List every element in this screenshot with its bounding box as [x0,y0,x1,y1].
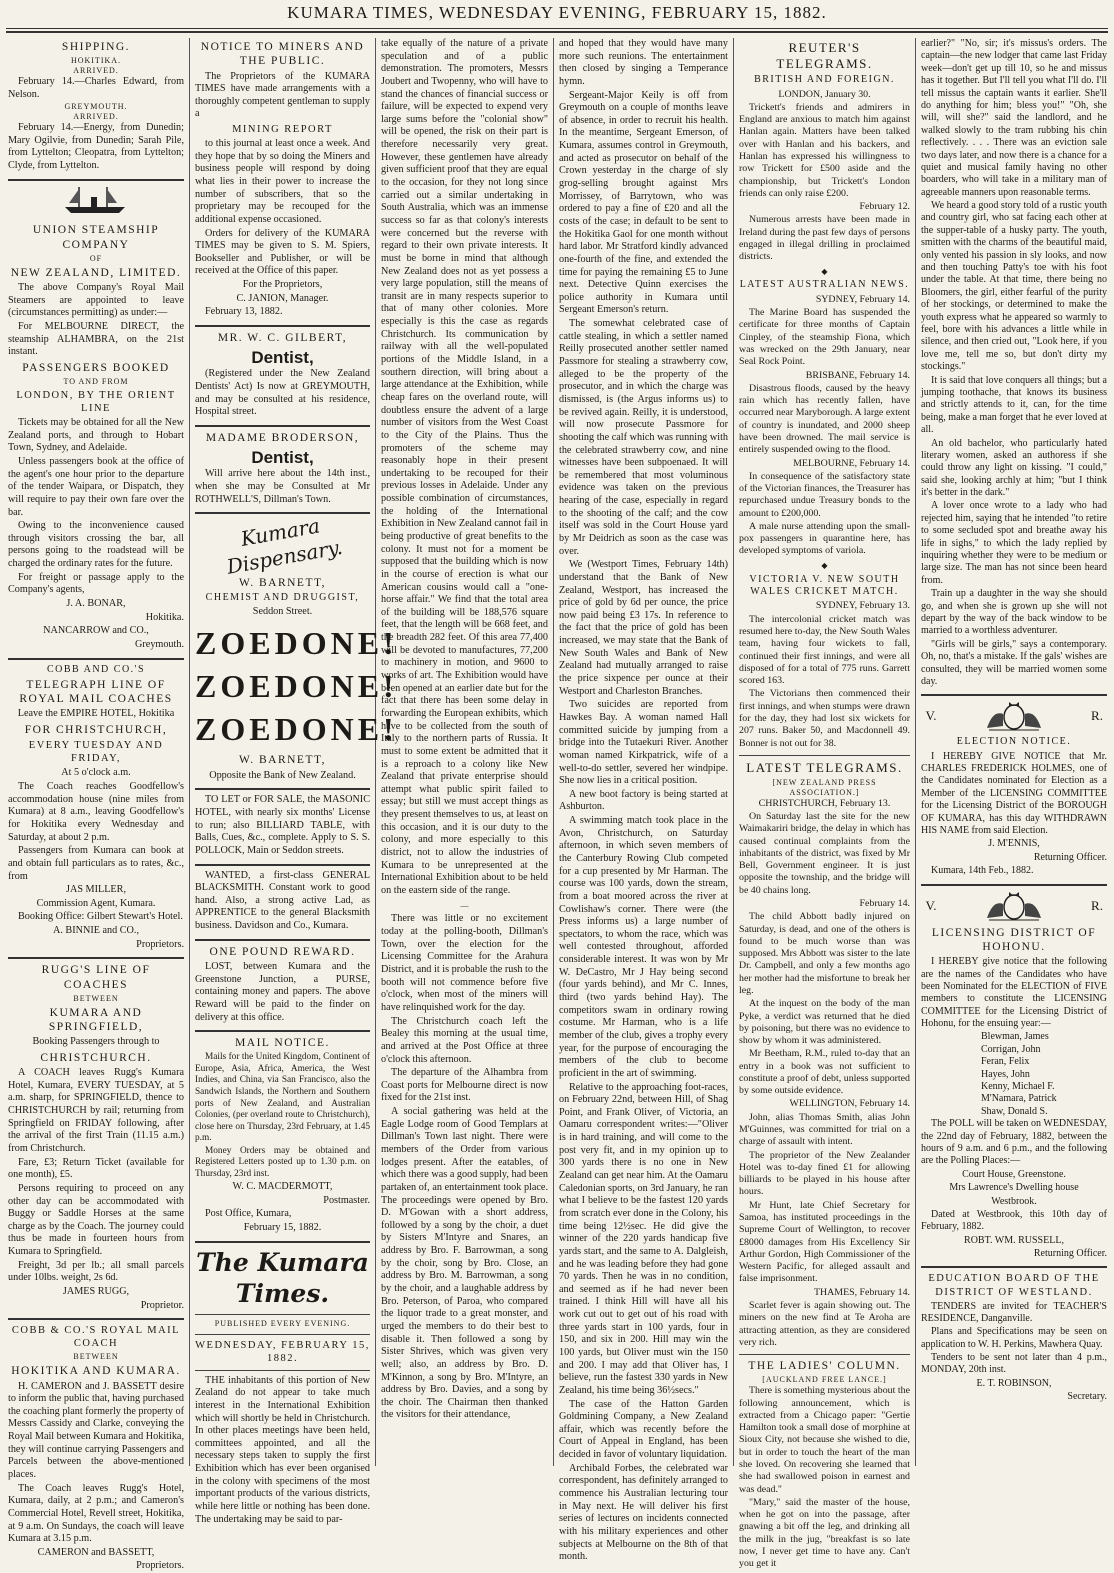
ladies-text: Train up a daughter in the way she should go, and when she is grown up she will not depart by the way of the back window to be married to a worthless adventurer. [921,588,1107,637]
union-text: The above Company's Royal Mail Steamers are appointed to leave (circumstances permitting) as under:— [8,282,184,319]
rugg-proprietor: Proprietor. [140,1299,184,1311]
column-divider [375,38,376,1466]
freight-text: For freight or passage apply to the Company's agents, [8,571,184,596]
telegram-text: On Saturday last the site for the new Waimakariri bridge, the delay in which has caused continual complaints from the inhabitants of the district, was fixed by Mr Bell, Government engineer. It is just opposite the township, and the bridge will be 40 chains long. [739,811,910,896]
press-association: [NEW ZEALAND PRESS ASSOCIATION.] [772,777,877,797]
gilbert-dentist: Dentist, [251,348,314,368]
dateline: SYDNEY, February 13. [815,600,910,612]
editorial-text: THE inhabitants of this portion of New Zealand do not appear to take much interest in the International Exhibition which will shortly be held in Christchurch. In other places meetings have been held, committees appointed, and all the necessary steps taken to supply the first Exhibition which has ever been organised in the colony with specimens of the most important products of the various districts, while here little or nothing has been done. The undertaking may be said to par- [195,1374,370,1525]
telegram-text: Scarlet fever is again showing out. The miners on the new find at Te Aroha are attracting attention, as they are considered very rich. [739,1299,910,1348]
news-item: A new boot factory is being started at Ashburton. [559,788,728,813]
ladies-text: An old bachelor, who particularly hated literary women, asked an authoress if she could throw any light on kissing. "I could," said she, looking archly at him; "but I think it's better in the dark." [921,437,1107,499]
coat-of-arms-icon [979,700,1049,732]
seddon-street: Seddon Street. [252,606,313,618]
ladies-text: A lover once wrote to a lady who had rejected him, saying that he intended "to retire to some secluded spot and breathe away his life in sighs," to which the lady replied by inquiring whether they were to be medium or large size. The man has not since been heard from. [921,500,1107,586]
ladies-text: It is said that love conquers all things; but a jumping toothache, that knows its business and strictly attends to it, can, for the time being, make a man forget that he ever loved at all. [921,374,1107,436]
wanted-text: WANTED, a first-class GENERAL BLACKSMITH. Constant work to good hand. Also, a strong active Lad, as APPRENTICE to the general Blacksmith business. Davidson and Co., Kumara. [195,869,370,932]
mining-report: MINING REPORT [232,124,333,136]
ladies-text: "Girls will be girls," says a contemporary. Oh, no, that's a mistake. If the gals' wishes are consulted, they will be married women some day. [921,638,1107,687]
between-label: BETWEEN [73,993,119,1003]
rule [195,1370,370,1371]
cameron-proprietors: Proprietors. [136,1560,184,1572]
licensing-text: I HEREBY give notice that the following are the names of the Candidates who have been Nominated for the ELECTION of FIVE members to constitute the LICENSING COMMITTEE for the Licensing District of Hohonu, for the ensuing year:— [921,956,1107,1030]
polling-place: Court House, Greenstone. [962,1168,1066,1180]
booking-office: Booking Office: Gilbert Stewart's Hotel. [18,911,183,923]
rule [8,179,184,181]
passengers-text: Passengers from Kumara can book at and obtain full particulars as to rates, &c., from [8,845,184,882]
agent-location: Hokitika. [145,611,184,623]
robinson-name: E. T. ROBINSON, [976,1377,1052,1389]
reuters-title: REUTER'S TELEGRAMS. [776,40,873,72]
dateline: THAMES, February 14. [814,1286,910,1298]
reward-title: ONE POUND REWARD. [209,945,356,958]
mail-date: February 15, 1882. [243,1222,322,1234]
telegram-text: At the inquest on the body of the man Pyke, a verdict was returned that he died by poisoning, but there was no evidence to show by whom it was administered. [739,998,910,1047]
telegram-text: A male nurse attending upon the small-pox passengers in quarantine here, has developed symptoms of variola. [739,520,910,557]
dateline: WELLINGTON, February 14. [789,1098,910,1110]
published-every-evening: PUBLISHED EVERY EVENING. [214,1318,351,1328]
at-five: At 5 o'clock a.m. [61,767,131,779]
macdermott-name: W. C. MACDERMOTT, [232,1181,333,1193]
broderson-name: MADAME BRODERSON, [205,431,360,444]
separator: ◆ [821,266,828,276]
polling-place: Westbrook. [991,1195,1037,1207]
rule [195,939,370,941]
union-nz: NEW ZEALAND, LIMITED. [10,266,182,279]
australian-news-title: LATEST AUSTRALIAN NEWS. [739,279,910,291]
returning-officer: Returning Officer. [1033,851,1107,863]
telegraph-line: TELEGRAPH LINE OF ROYAL MAIL COACHES [19,678,173,706]
rule [921,694,1107,696]
column-1 [8,38,184,1572]
editorial-continued: take equally of the nature of a private speculation and of a public demonstration. The promoters, Messrs Joubert and Twopenny, who will have to stand the chances of financial success or failure, will be expected to expend very large sums before the "colonial show" will be opened, the risk on their part is therefore necessarily very great. However, these gentlemen have already given sufficient proof that they are equal to the occasion, for they not long since carried out a similar undertaking in South Australia, which was an immense success so far as that colony's interests were concerned but the reverse with regard to their own private interests. It must be borne in mind that although New Zealand does not as yet possess a very large population, still the means of transit are in many respects superior to that of many other colonies. More especially is this the case as regards Christchurch. Its communication by railway with all the well-populated portions of the Middle Island, in a southern direction, will bring about a large attendance at the Exhibition, while cheap fares on the overland route, will doubtless ensure the advent of a large number of visitors from the West Coast to the City of the Plains. Thus the promoters of the scheme may reasonably hope in their present undertaking to be recouped for their previous losses in Adelaide. Under any possible combination of circumstances, the holding of the International Exhibition in New Zealand cannot fail in being productive of great benefits to the colony. It must not for a moment be supposed that the building which is now in the course of erection is what our American cousins would call a "one-horse affair." We find that the total area of the building will be 188,576 square feet, that the length will be 668 feet, and the breadth 282 feet. Of this area 77,400 will be devoted to manufactures, 77,200 to machinery in motion, and 9600 to works of art. The Exhibition would have been opened at an earlier date but for the fact that there has been some delay in forwarding the European exhibits, which have to be collected from the south of Italy to the northern parts of Russia. It must to some extent be admitted that it is a reproach to a colony like New Zealand that private enterprise should attempt what public spirit failed to essay; but still we must accept things as they present themselves to us, at least on this occasion, and it is our duty to the colony, and more especially to this district, not to allow the industries of Kumara to be unrepresented at the International Exhibition about to be held on the eastern side of the range. [381,38,548,896]
dateline: LONDON, January 30. [778,88,871,100]
election-notice-title: ELECTION NOTICE. [956,736,1072,748]
freight-rates: Freight, 3d per lb.; all small parcels under 10lbs. weight, 2s 6d. [8,1259,184,1284]
rule [921,884,1107,886]
dated-text: Dated at Westbrook, this 10th day of February, 1882. [921,1208,1107,1233]
secretary-label: Secretary. [1067,1391,1107,1403]
rule [195,1334,370,1335]
royal-crest [921,890,1107,922]
miller-agent: Commission Agent, Kumara. [36,897,156,909]
russell-name: ROBT. WM. RUSSELL, [964,1234,1064,1246]
news-item: A swimming match took place in the Avon, Christchurch, on Saturday afternoon, in which seven members of the Canterbury Rowing Club competed for a cup presented by Mr Harman. The course was 100 yards, down the stream, from a boat moored across the river at Cowlishaw's corner. There were (the Press informs us) a large number of spectators, to whom the race, which was well contested throughout, afforded considerable interest. It was won by Mr W. DeCastro, Mr J Hay being second (four yards behind), and Mr C. Innes, third (two yards behind Hay). The competitors swam in ordinary rowing costume. Mr Harman, who is a life member of the club, gives a trophy every year, for the purpose of encouraging the members of the club to become proficient in the art of swimming. [559,815,728,1079]
lost-text: LOST, between Kumara and the Greenstone Junction, a PURSE, containing money and papers. The above Reward will be paid to the finder on delivery at this office. [195,961,370,1023]
candidate-name: Corrigan, John [981,1043,1041,1055]
auckland-free-lance: [AUCKLAND FREE LANCE.] [762,1375,887,1385]
passengers-booked: PASSENGERS BOOKED [22,361,170,374]
candidate-name: Kenny, Michael F. [981,1081,1055,1093]
owing-text: Owing to the inconvenience caused through visitors crossing the bar, all persons going to the roadstead will be charged the ordinary rates for the future. [8,520,184,570]
dispensary-title: Kumara Dispensary. [224,513,345,579]
rule [195,425,370,427]
notice-text: to this journal at least once a week. And they hope that by so doing the Miners and business people will respond by doing what lies in their power to increase the number of subscribers, that so the proprietary may be recouped for the additional expense occasioned. [195,138,370,225]
masthead-title: KUMARA TIMES, WEDNESDAY EVENING, FEBRUARY 15, 1882. [287,3,827,22]
dateline: MELBOURNE, February 14. [793,457,910,469]
zoedone-banner: ZOEDONE! [195,667,398,704]
agent-name: NANCARROW and CO., [43,625,149,637]
masthead [0,0,1114,30]
rule [195,1030,370,1032]
candidate-name: Shaw, Donald S. [981,1105,1048,1117]
crest-v: V. [925,897,937,913]
royal-crest [921,700,1107,732]
separator: ◆ [821,560,828,570]
chemist-druggist: CHEMIST AND DRUGGIST, [205,592,360,604]
broderson-text: Will arrive here about the 14th inst., when she may be Consulted at Mr ROTHWELL'S, Dillman's Town. [195,468,370,505]
ruggs-title: RUGG'S LINE OF COACHES [41,964,151,991]
ladies-text: We heard a good story told of a rustic youth and country girl, who sat facing each other at the supper-table of a husky party. The youth, smitten with the charms of the beautiful maid, only vented his passion in sly looks, and now and then touching Patty's toe with his foot under the table. At that time, there being no Bloomers, the girl, either fearful of the purity of her stockings, or determined to make the youth express what he appeared so warmly to feel, bore with his advances a little while in silence, and then cried out, "Look here, if you love me, tell me so, but don't dirty my stockings." [921,200,1107,373]
money-orders-text: Money Orders may be obtained and Registered Letters posted up to 1.30 p.m. on Thursday, 23rd inst. [195,1145,370,1179]
telegram-text: Mr Beetham, R.M., ruled to-day that an entry in a book was not sufficient to constitute a proof of debt, unless supported by some outside evidence. [739,1048,910,1097]
news-item: The Christchurch coach left the Bealey this morning at the usual time, and arrived at the Post Office at three o'clock this afternoon. [381,1015,548,1065]
between-label: BETWEEN [73,1352,119,1362]
zoedone-banner: ZOEDONE! [195,710,398,747]
ladies-column-title: THE LADIES' COLUMN. [748,1360,901,1373]
rule [8,1318,184,1320]
rugg-name: JAMES RUGG, [62,1286,130,1298]
telegram-text: The child Abbott badly injured on Saturday, is dead, and one of the others is found to be much worse than was supposed. Mrs Abbott was sister to the late Dr. Campbell, and only a few months ago her mother had the misfortune to break her leg. [739,911,910,996]
fare-text: Fare, £3; Return Ticket (available for one month), £5. [8,1156,184,1181]
mail-notice-title: MAIL NOTICE. [235,1037,330,1050]
postmaster-label: Postmaster. [323,1194,370,1206]
mennis-name: J. M'ENNIS, [988,838,1040,850]
telegram-text: Trickett's friends and admirers in England are anxious to match him against Hanlan again. Matters have been talked over with Hanlan and his backers, and Hanlan has expressed his willingness to row Trickett for £500 aside and the championship, but Trickett's London friends can only raise £200. [739,101,910,199]
christchurch: CHRISTCHURCH. [40,1051,152,1064]
polling-place: Mrs Lawrence's Dwelling house [949,1182,1079,1194]
rugg-coach-text: A COACH leaves Rugg's Kumara Hotel, Kumara, EVERY TUESDAY, at 5 a.m. sharp, for SPRINGFIELD, thence to CHRISTCHURCH by rail; returning from Springfield on FRIDAY following, after the arrival of the first Train (11.15 a.m.) from Christchurch. [8,1067,184,1154]
cricket-title: VICTORIA V. NEW SOUTH WALES CRICKET MATCH. [749,573,900,598]
crest-r: R. [1091,897,1103,913]
column-3 [381,38,548,1466]
leave-empire: Leave the EMPIRE HOTEL, Hokitika [17,708,175,720]
dateline: CHRISTCHURCH, February 13. [758,797,891,809]
telegram-text: The Marine Board has suspended the certificate for three months of Captain Cinpley, of the steamship Fiona, which was wrecked on the 29th January, near Seal Rock Point. [739,307,910,368]
opposite-bank: Opposite the Bank of New Zealand. [209,769,356,781]
telegram-text: The Victorians then commenced their first innings, and when stumps were drawn for the day, they had lost six wickets for 207 runs. Baker 50, and Macdonnell 49. Bonner is not out for 38. [739,688,910,749]
unless-text: Unless passengers book at the office of the agent's one hour prior to the departure of the tender Waipara, or Dispatch, they will require to pay their own fare over the bar. [8,455,184,518]
crest-v: V. [925,708,937,724]
tenders-deadline: Tenders to be sent not later than 4 p.m., MONDAY, 20th inst. [921,1352,1107,1376]
to-and-from: TO AND FROM [63,377,129,387]
telegram-text: In consequence of the satisfactory state of the Victorian finances, the Treasurer has repurchased undue Treasury bonds to the amount to £200,000. [739,470,910,519]
union-company-title: UNION STEAMSHIP COMPANY [32,224,160,251]
separator: — [460,900,469,910]
rule [195,864,370,866]
newspaper-nameplate: The Kumara Times. [196,1247,369,1308]
every-tuesday: EVERY TUESDAY AND FRIDAY, [28,740,164,765]
news-item: We (Westport Times, February 14th) understand that the Bank of New Zealand, Westport, has increased the price of gold by 6d per ounce, the price now paid being £3 17s. In reference to the fact that the price of gold has been increased, we may state that the Bank of New South Wales and Bank of New Zealand had mutually arranged to raise the price sixpence per ounce at their Westport and Charleston Branches. [559,559,728,697]
plans-text: Plans and Specifications may be seen on application to W. H. Perkins, Mawhera Quay. [921,1326,1107,1350]
cobb-heading: COBB AND CO.'S [46,663,146,675]
london-orient: LONDON, BY THE ORIENT LINE [16,390,176,415]
news-item: and hoped that they would have many more such reunions. The entertainment then closed by singing a Temperance hymn. [559,38,728,87]
persons-text: Persons requiring to proceed on any other day can be accommodated with Buggy or Saddle Horses at the same charge as by the Coach. The journey could thus be made in fourteen hours from Kumara to Springfield. [8,1182,184,1258]
news-item: The case of the Hatton Garden Goldmining Company, a New Zealand affair, which was recently before the Court of Appeal in England, has been decided in favor of voluntary liquidation. [559,1398,728,1461]
news-item: Two suicides are reported from Hawkes Bay. A woman named Hall committed suicide by jumping from a bridge into the Tutaekuri River. Another woman named Kirkpatrick, wife of a well-to-do settler, severed her windpipe. She now lies in a critical position. [559,699,728,787]
binnie-name: A. BINNIE and CO., [52,925,140,937]
news-item: A social gathering was held at the Eagle Lodge room of Good Templars at Dillman's Town last night. There were members of the Order from various lodges present. After the eatables, of which there was a good supply, had been partaken of, an entertainment took place. The proceedings were opened by Bro. D. M'Gowan with a short address, followed by a song by the choir, a duet by Sisters M'Intyre and Snares, an address by Bro. F. Barrowman, a song by the choir, song by Bro. Close, an address by Bro. M. Barrowman, a song by the choir, and a laughable address by Bro. Peterson, of Paroa, who compared the liquor trade to a great monster, and urged the members to do their best to disable it. Then followed a song by Sister Shrives, which was given very well; also, an address by Bro. D. M'Kinnon, a song by Bro. M'Intyre, an address by Bro. Davies, and a song by the choir. The Chairman then thanked the visitors for their attendance, [381,1106,548,1421]
telegram-text: Disastrous floods, caused by the heavy rain which has recently fallen, have occurred near Maryborough. A large extent of country is inundated, and 2000 sheep have been drowned. The mail service is entirely suspended owing to the flood. [739,382,910,456]
gilbert-text: (Registered under the New Zealand Dentists' Act) Is now at GREYMOUTH, and may be consulted at his residence, Hospital street. [195,368,370,418]
candidate-name: Hayes, John [981,1068,1030,1080]
dateline: BRISBANE, February 14. [805,369,910,381]
miller-name: JAS MILLER, [66,884,126,896]
dateline: SYDNEY, February 14. [815,293,910,305]
education-board-title: EDUCATION BOARD OF THE DISTRICT OF WESTLAND. [928,1273,1100,1298]
rule [195,325,370,327]
notice-text: The Proprietors of the KUMARA TIMES have made arrangements with a thoroughly competent gentleman to supply a [195,70,370,120]
column-5 [739,38,910,1570]
cameron-name: CAMERON and BASSETT, [37,1546,155,1558]
rule [195,788,370,790]
barnett-name: W. BARNETT, [238,754,327,767]
binnie-proprietors: Proprietors. [136,938,184,950]
for-christchurch: FOR CHRISTCHURCH, [24,724,168,737]
coach-leaves-text: The Coach leaves Rugg's Hotel, Kumara, daily, at 2 p.m.; and Cameron's Commercial Hotel, Revell street, Hokitika, at 9 a.m. On Sundays, the coach will leave Kumara at 3.15 p.m. [8,1482,184,1545]
crest-r: R. [1091,708,1103,724]
column-divider [915,38,916,1466]
ladies-text: "Mary," said the master of the house, when he got on into the passage, after gnawing a bit off the leg, and drinking all the milk in the jug, "breakfast is so late now, I never get time to have any. Can't you get it [739,1496,910,1570]
rule [8,658,184,660]
shipping-heading: SHIPPING. [61,41,131,53]
rule [195,1314,370,1315]
rule [195,1241,370,1243]
british-foreign: BRITISH AND FOREIGN. [754,74,895,86]
barnett-name: W. BARNETT, [238,576,327,589]
gilbert-name: MR. W. C. GILBERT, [217,332,348,345]
arrived-label: ARRIVED. [73,112,119,122]
agent-location: Greymouth. [135,638,184,650]
rule [8,957,184,959]
telegram-text: Mr Hunt, late Chief Secretary for Samoa, has instituted proceedings in the Supreme Court of Wellington, to recover £8000 damages from His Excellency Sir Arthur Gordon, High Commissioner of the Western Pacific, for alleged assault and false imprisonment. [739,1199,910,1285]
notice-miners-title: NOTICE TO MINERS AND THE PUBLIC. [200,41,365,68]
hokitika-kumara: HOKITIKA AND KUMARA. [11,1365,181,1378]
union-melbourne: For MELBOURNE DIRECT, the steamship ALHAMBRA, on the 21st instant. [8,320,184,358]
ladies-text: There is something mysterious about the following announcement, which is extracted from a Chicago paper: "Gertie Hamilton took a small dose of morphine at Sioux City, not because she wished to die, but in order to touch the heart of the man she loved. On recovering she learned that she had swallowed poison in earnest and was dead." [739,1385,910,1495]
election-text: I HEREBY GIVE NOTICE that Mr. CHARLES FREDERICK HOLMES, one of the Candidates nominated for Election as a Member of the LICENSING COMMITTEE for the Licensing District of the BOROUGH OF KUMARA, has this day WITHDRAWN HIS NAME from said Election. [921,750,1107,837]
telegram-text: John, alias Thomas Smith, alias John M'Guinnes, was committed for trial on a charge of assault with intent. [739,1111,910,1148]
coach-text: The Coach reaches Goodfellow's accommodation house (nine miles from Kumara) at 8 a.m., leaving Goodfellow's for Hokitika every Wednesday and Saturday, at about 2 p.m. [8,781,184,843]
steamship-icon [8,185,184,220]
agent-name: J. A. BONAR, [66,598,126,610]
zoedone-banner: ZOEDONE! [195,625,398,662]
column-6 [921,38,1107,1466]
column-divider [189,38,190,1466]
column-4 [559,38,728,1563]
union-of: OF [89,253,103,263]
news-item: Relative to the approaching foot-races, on February 22nd, between Hill, of Shag Point, and Frank Oliver, of Victoria, an Oamaru correspondent writes:—"Oliver is in hard training, and will come to the post very fit, and in my opinion up to 300 yards there is no one in New Zealand can get near him. At the Oamaru Caledonian sports, on 3rd January, he ran what I believe to be the fastest 120 yards from scratch ever done in the Colony, his time being 12½sec. He did give the winner of the 220 yards handicap five yards start, and the same to A. Dalgleish, and he was leading before they had gone 70 yards. Then he was in no condition, and seemed as if he had never been trained. I think Hill will have all his work cut out to get out of his road with three yards start in 100 yards, four in 150, and six in 200. Hill may win the 100 yards, but Oliver must win the 150 and 200. I may add that Oliver has, I believe, run the fastest 330 yards in New Zealand, his time being 36½secs." [559,1081,728,1396]
broderson-dentist: Dentist, [251,448,314,468]
returning-officer: Returning Officer. [1033,1248,1107,1260]
column-divider [733,38,734,1466]
rule [739,1354,910,1355]
news-item: Sergeant-Major Keily is off from Greymouth on a couple of months leave of absence, in order to recruit his health. In the meantime, Sergeant Emerson, of Kumara, assumes control in Greymouth, and acted as prosecutor on behalf of the Crown yesterday in the charge of sly grog-selling brought against Mrs Morrissey, of Barrytown, who was ordered to pay a fine of £20 and all the costs of the case; in default to be sent to the Hokitika Gaol for one month without hard labor. Mr Stratford kindly advanced one-fourth of the fine, and extended the time for paying the remaining £5 to June next. Detective Quinn exercises the police authority in Kumara until Sergeant Emerson's return. [559,89,728,316]
tickets-text: Tickets may be obtained for all the New Zealand ports, and through to Hobart Town, Sydney, and Adelaide. [8,417,184,454]
election-date: Kumara, 14th Feb., 1882. [931,865,1034,877]
notice-text: Orders for delivery of the KUMARA TIMES may be given to S. M. Spiers, Bookseller and Publisher, or will be received at the Office of this paper. [195,227,370,277]
candidate-name: Blewman, James [981,1031,1049,1043]
hokitika-heading: HOKITIKA. [70,56,122,66]
telegram-text: Numerous arrests have been made in Ireland during the past few days of persons engaged in illegal drilling in proclaimed districts. [739,214,910,263]
masthead-rule [6,28,1108,29]
hokitika-arrivals: February 14.—Charles Edward, from Nelson. [8,76,184,100]
mail-text: Mails for the United Kingdom, Continent of Europe, Asia, Africa, America, the West Indies, and China, via San Francisco, also the Sandwich Islands, the Northern and Southern ports of New Zealand, and Australian Colonies, (per overland route to Christchurch), close here on Thursday, 23rd February, at 1.45 p.m. [195,1052,370,1144]
cobb-royal-mail: COBB & CO.'S ROYAL MAIL COACH [11,1325,181,1350]
news-item: Archibald Forbes, the celebrated war correspondent, has definitely arranged to commence his Australian lecturing tour in May next. He will deliver his first series of lectures on incidents connected with his military experiences and other subjects at Melbourne on the 8th of that month. [559,1462,728,1563]
for-proprietors: For the Proprietors, [242,279,323,291]
column-divider [553,38,554,1466]
janion-manager: C. JANION, Manager. [236,292,329,304]
ladies-continued: earlier?" "No, sir; it's missus's orders. The captain—the new lodger that came last Friday week—don't get up till 10, so he and missus has it together. But I'll tell you what I'll do. I'll tell missus the captain wants it earlier. She'll do anything for him; bless you!" "Oh, she will, will she?" said the landlord, and he walked slowly to the tram rubbing his chin reflectively. . . . There was an eviction sale two days later, and now there is a chance for a quiet and musical family having no other boarders, who will take in a military man of agreeable manners upon reasonable terms. [921,38,1107,198]
rule [739,755,910,756]
kumara-springfield: KUMARA AND SPRINGFIELD, [48,1006,144,1034]
tenders-text: TENDERS are invited for TEACHER'S RESIDENCE, Danganville. [921,1300,1107,1324]
candidate-name: M'Namara, Patrick [981,1093,1057,1105]
cameron-text: H. CAMERON and J. BASSETT desire to inform the public that, having purchased the coaching plant formerly the property of Messrs Cassidy and Clarke, conveying the Royal Mail between Kumara and Hokitika, they will continue carrying Passengers and Parcels between the above-mentioned places. [8,1380,184,1480]
latest-telegrams-title: LATEST TELEGRAMS. [746,759,903,775]
news-item: The somewhat celebrated case of cattle stealing, in which a settler named Reilly prosecuted another settler named Passmore for stealing a strawberry cow, alleged to be the property of the prosecutor, and in which the charge was dismissed, is (the Argus informs us) to be revived again. Reilly, it is understood, will now prosecute Passmore for shooting the calf which was running with the celebrated strawberry cow, and nine witnesses have been subpoenaed. It will be remembered that most voluminous evidence was taken on the previous hearing of the case, especially in regard to the shooting of the calf; and the cow itself was sold in the Court House yard by Mr Deidrich as soon as the case was over. [559,318,728,557]
candidate-name: Feran, Felix [981,1056,1030,1068]
arrived-label: ARRIVED. [73,66,119,76]
to-let-text: TO LET or FOR SALE, the MASONIC HOTEL, with nearly six months' License to run; also BILLIARD TABLE, with Balls, Cues, &c., complete. Apply to S. S. POLLOCK, Main or Seddon streets. [195,794,370,856]
news-item: The departure of the Alhambra from Coast ports for Melbourne direct is now fixed for the 21st inst. [381,1067,548,1104]
dateline: February 14. [859,897,910,909]
licensing-district-title: LICENSING DISTRICT OF HOHONU. [931,926,1097,953]
coat-of-arms-icon [979,890,1049,922]
news-item: There was little or no excitement today at the polling-booth, Dillman's Town, over the election for the Licensing Committee for the Arahura District, and it is probable the rush to the booth will not commence before five o'clock, when most of the miners will have relinquished work for the day. [381,913,548,1013]
candidate-list [921,1031,1107,1118]
telegram-text: The intercolonial cricket match was resumed here to-day, the New South Wales team, having four wickets to fall, continued their first innings, and were all disposed of for a total of 775 runs. Garrett scored 163. [739,613,910,687]
masthead-rule-double [6,31,1108,33]
column-2 [195,38,398,1525]
booking-through: Booking Passengers through to [32,1036,160,1048]
post-office: Post Office, Kumara, [205,1208,292,1220]
poll-text: The POLL will be taken on WEDNESDAY, the 22nd day of February, 1882, between the hours of 9 a.m. and 6 p.m., and the following are the Polling Places:— [921,1118,1107,1167]
rule [921,1266,1107,1268]
dateline: February 12. [859,201,910,213]
greymouth-arrivals: February 14.—Energy, from Dunedin; Mary Ogilvie, from Dunedin; Sarah Pile, from Lyttelton; Cleopatra, from Lyttelton; Clyde, from Lyttelton. [8,122,184,172]
editorial-dateline: WEDNESDAY, FEBRUARY 15, 1882. [195,1339,370,1364]
greymouth-heading: GREYMOUTH. [64,102,128,112]
telegram-text: The proprietor of the New Zealander Hotel was to-day fined £1 for allowing billiards to be played in his house after hours. [739,1149,910,1198]
notice-date: February 13, 1882. [205,306,283,318]
